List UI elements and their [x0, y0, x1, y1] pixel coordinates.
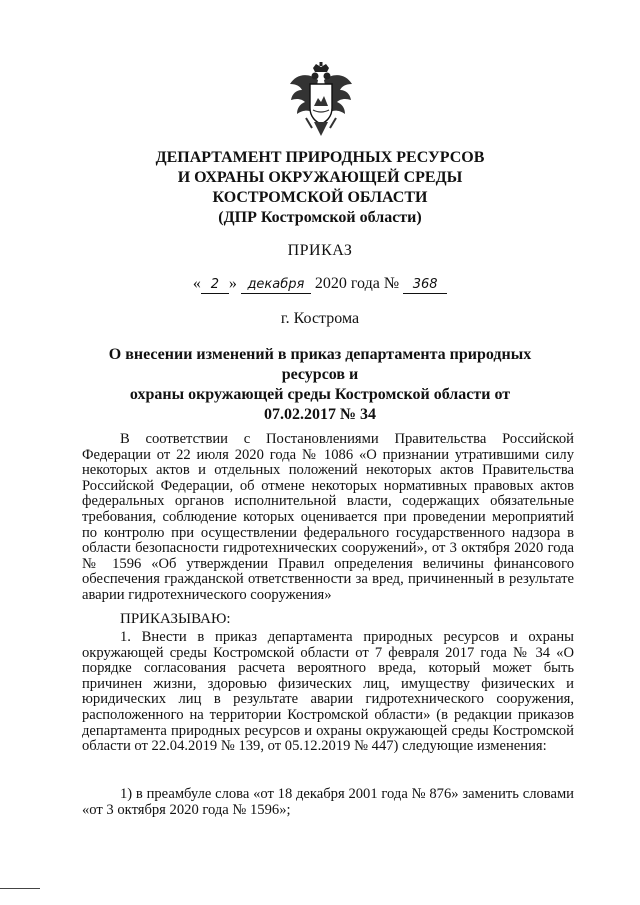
- year-text: 2020 года №: [314, 275, 400, 292]
- coat-of-arms-icon: [286, 62, 356, 142]
- header-line-4: (ДПР Костромской области): [218, 209, 422, 226]
- city: г. Кострома: [280, 310, 360, 327]
- header-line-3: КОСТРОМСКОЙ ОБЛАСТИ: [212, 189, 428, 206]
- subject-line-1: О внесении изменений в приказ департамента природных ресурсов и: [108, 346, 532, 383]
- order-date-line: [0, 275, 640, 294]
- handwritten-day: 2: [201, 277, 229, 294]
- clause-1-1-paragraph: 1) в преамбуле слова «от 18 декабря 2001 года № 876» заменить словами «от 3 октября 2020 года № 1596»;: [82, 786, 574, 818]
- handwritten-month: декабря: [241, 277, 311, 294]
- footer-divider: [0, 888, 40, 889]
- department-header: [0, 148, 640, 228]
- header-line-1: ДЕПАРТАМЕНТ ПРИРОДНЫХ РЕСУРСОВ: [155, 149, 485, 166]
- order-title: ПРИКАЗ: [287, 242, 353, 259]
- order-subject: [100, 345, 540, 425]
- close-quote: »: [228, 275, 237, 292]
- clause-1-paragraph: 1. Внести в приказ департамента природных ресурсов и охраны окружающей среды Костромской области от 7 февраля 2017 года № 34 «О порядке согласования расчета вероятного вреда, который может быть причинен жизни, здоровью физических лиц, имуществу физических и юридических лиц в результате аварии гидротехнического сооружения, расположенного на территории Костромской области» (в редакции приказов департамента природных ресурсов и охраны окружающей среды Костромской области от 22.04.2019 № 139, от 05.12.2019 № 447) следующие изменения:: [82, 629, 574, 755]
- handwritten-order-number: 368: [403, 277, 447, 294]
- open-quote: «: [192, 275, 201, 292]
- subject-line-2: охраны окружающей среды Костромской области от 07.02.2017 № 34: [129, 386, 511, 423]
- preamble-paragraph: В соответствии с Постановлениями Правительства Российской Федерации от 22 июля 2020 года № 1086 «О признании утратившими силу некоторых актов и отдельных положений некоторых актов Правительства Российской Федерации, об отмене некоторых нормативных правовых актов федеральных органов исполнительной власти, содержащих обязательные требования, соблюдение которых оценивается при проведении мероприятий по контролю при осуществлении федерального государственного надзора в области безопасности гидротехнических сооружений», от 3 октября 2020 года № 1596 «Об утверждении Правил определения величины финансового обеспечения гражданской ответственности за вред, причиненный в результате аварии гидротехнического сооружения»: [82, 431, 574, 603]
- header-line-2: И ОХРАНЫ ОКРУЖАЮЩЕЙ СРЕДЫ: [177, 169, 463, 186]
- order-word: ПРИКАЗЫВАЮ:: [120, 611, 231, 627]
